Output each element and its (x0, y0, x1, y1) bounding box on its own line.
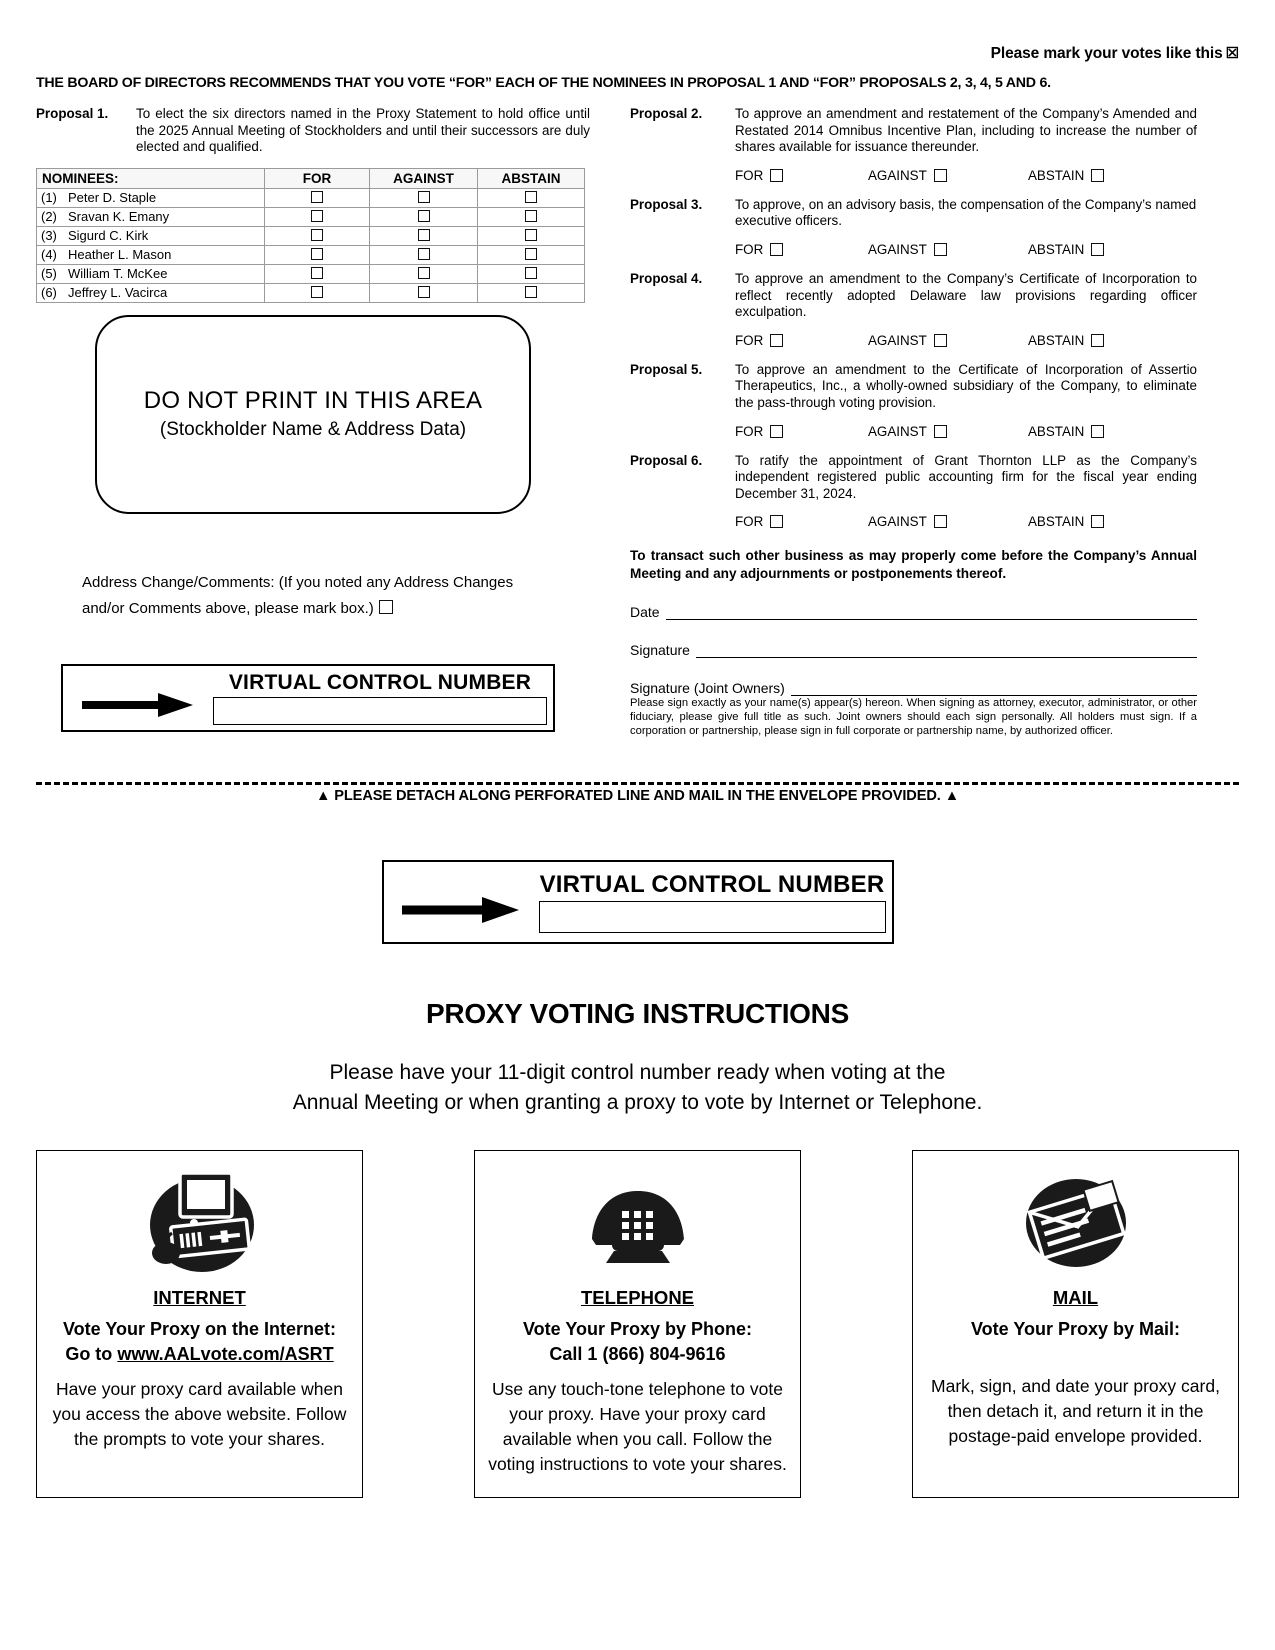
mail-subtitle (971, 1317, 1180, 1342)
abstain-label: ABSTAIN (1028, 514, 1085, 530)
against-label: AGAINST (868, 423, 927, 439)
nominee-index: (3) (41, 228, 57, 244)
table-row (37, 226, 585, 245)
proxy-voting-instructions-subtitle (36, 1058, 1239, 1118)
proposal-4-for-option[interactable] (735, 333, 868, 348)
nominees-table (36, 168, 585, 303)
nominee-name-cell (37, 264, 265, 283)
against-label: AGAINST (868, 241, 927, 257)
nominee-5-against-cell[interactable] (370, 264, 478, 283)
nominee-3-abstain-cell[interactable] (478, 226, 585, 245)
checkbox-icon[interactable] (418, 248, 430, 260)
virtual-control-number-title: VIRTUAL CONTROL NUMBER (228, 670, 532, 694)
for-label: FOR (735, 167, 764, 183)
nominee-1-abstain-cell[interactable] (478, 188, 585, 207)
for-column-header: FOR (265, 168, 370, 188)
checkbox-icon[interactable] (1091, 334, 1104, 347)
proposal-3-abstain-option[interactable] (1028, 242, 1104, 257)
mail-sub-line1: Vote Your Proxy by Mail: (970, 1319, 1181, 1339)
proposal-2-vote-options (735, 168, 1197, 183)
subtitle-line1: Please have your 11-digit control number ready when voting at the (329, 1061, 946, 1084)
checkbox-icon[interactable] (934, 243, 947, 256)
voting-method-mail (912, 1150, 1239, 1498)
proposal-6-for-option[interactable] (735, 514, 868, 529)
virtual-control-number-title: VIRTUAL CONTROL NUMBER (539, 871, 885, 898)
right-arrow-icon (82, 692, 194, 718)
voting-method-internet (36, 1150, 363, 1498)
against-label: AGAINST (868, 514, 927, 530)
mail-heading: MAIL (1052, 1287, 1099, 1308)
address-change-block (36, 570, 590, 622)
proposal-5-label: Proposal 5. (630, 361, 703, 377)
subtitle-line2: Annual Meeting or when granting a proxy to vote by Internet or Telephone. (292, 1091, 983, 1114)
table-row (37, 245, 585, 264)
nominee-2-abstain-cell[interactable] (478, 207, 585, 226)
checkbox-icon[interactable] (1091, 515, 1104, 528)
joint-signature-line (630, 680, 1197, 696)
checkbox-icon[interactable] (418, 229, 430, 241)
virtual-control-number-field[interactable] (539, 901, 886, 933)
proposal-1-label: Proposal 1. (36, 106, 109, 121)
vcn-right-top (213, 671, 553, 725)
proposal-3-label: Proposal 3. (630, 196, 703, 212)
nominee-name: Heather L. Mason (68, 247, 172, 263)
telephone-heading: TELEPHONE (580, 1287, 695, 1308)
mark-votes-text: Please mark your votes like this (990, 45, 1223, 62)
virtual-control-number-field[interactable] (213, 697, 547, 725)
nominee-5-for-cell[interactable] (265, 264, 370, 283)
date-input[interactable] (666, 605, 1197, 620)
nominee-name-cell (37, 207, 265, 226)
checkbox-icon[interactable] (770, 334, 783, 347)
checkbox-icon[interactable] (311, 248, 323, 260)
telephone-subtitle (523, 1317, 752, 1367)
nominees-header-row (37, 168, 585, 188)
against-column-header: AGAINST (370, 168, 478, 188)
proposal-3-row (630, 197, 1197, 230)
nominee-5-abstain-cell[interactable] (478, 264, 585, 283)
detach-instruction: ▲ PLEASE DETACH ALONG PERFORATED LINE AND MAIL IN THE ENVELOPE PROVIDED. ▲ (315, 788, 960, 804)
voting-method-telephone (474, 1150, 801, 1498)
table-row (37, 207, 585, 226)
proposal-1-text: To elect the six directors named in the Proxy Statement to hold office until the 2025 Annual Meeting of Stockholders and until their successors are duly elected and qualified. (136, 106, 590, 155)
nominee-2-for-cell[interactable] (265, 207, 370, 226)
signature-fine-print: Please sign exactly as your name(s) appear(s) hereon. When signing as attorney, executor, administrator, or other fiduciary, please give full title as such. Joint owners should each sign personally. All holders must sign. If a corporation or partnership, please sign in full corporate or partnership name, by authorized officer. (630, 697, 1197, 737)
checkbox-icon[interactable] (311, 210, 323, 222)
proposal-5-for-option[interactable] (735, 424, 868, 439)
do-not-print-area (95, 315, 531, 514)
nominee-6-for-cell[interactable] (265, 283, 370, 302)
nominee-index: (4) (41, 247, 57, 263)
checkbox-icon[interactable] (311, 286, 323, 298)
checkbox-icon[interactable] (418, 191, 430, 203)
proposal-5-vote-options (735, 424, 1197, 439)
checkbox-icon[interactable] (934, 334, 947, 347)
checkbox-icon[interactable] (770, 515, 783, 528)
signature-input[interactable] (696, 643, 1197, 658)
mark-votes-instruction (36, 0, 1239, 63)
abstain-label: ABSTAIN (1028, 423, 1085, 439)
checkbox-icon[interactable] (311, 191, 323, 203)
checkbox-icon[interactable] (934, 169, 947, 182)
left-column (36, 106, 590, 738)
nominee-4-for-cell[interactable] (265, 245, 370, 264)
checkbox-icon[interactable] (934, 425, 947, 438)
proposal-2-against-option[interactable] (868, 168, 1028, 183)
nominee-name-cell (37, 283, 265, 302)
address-change-line2: and/or Comments above, please mark box.) (82, 599, 374, 617)
internet-sub-line1: Vote Your Proxy on the Internet: (62, 1319, 337, 1339)
vcn-bottom-wrapper (36, 860, 1239, 944)
checked-box-icon: ☒ (1225, 45, 1239, 62)
for-label: FOR (735, 514, 764, 530)
internet-voting-url[interactable]: www.AALvote.com/ASRT (117, 1344, 334, 1364)
transact-other-business-text: To transact such other business as may properly come before the Company’s Annual Meeting and any adjournments or postponements thereof. (630, 548, 1197, 581)
envelope-icon (1012, 1167, 1140, 1279)
joint-signature-label: Signature (Joint Owners) (630, 680, 785, 697)
nominee-index: (6) (41, 285, 57, 301)
nominee-name: Peter D. Staple (68, 190, 157, 206)
proposal-6-vote-options (735, 514, 1197, 529)
proposal-3-vote-options (735, 242, 1197, 257)
proposal-4-vote-options (735, 333, 1197, 348)
virtual-control-number-box-bottom (382, 860, 894, 944)
do-not-print-line1: DO NOT PRINT IN THIS AREA (143, 387, 483, 415)
lower-section (36, 860, 1239, 1498)
computer-icon-wrap (136, 1165, 264, 1281)
checkbox-icon[interactable] (525, 229, 537, 241)
checkbox-icon[interactable] (1091, 243, 1104, 256)
proposal-5-text: To approve an amendment to the Certificate of Incorporation of Assertio Therapeutics, Inc., a wholly-owned subsidiary of the Company, to eliminate the pass-through voting provision. (735, 361, 1197, 410)
for-label: FOR (735, 423, 764, 439)
signature-line (630, 642, 1197, 658)
nominees-column-header: NOMINEES: (37, 168, 265, 188)
checkbox-icon[interactable] (770, 169, 783, 182)
for-label: FOR (735, 241, 764, 257)
checkbox-icon[interactable] (525, 267, 537, 279)
proposals-columns (36, 106, 1239, 738)
checkbox-icon[interactable] (1091, 425, 1104, 438)
vcn-right-bottom (539, 871, 892, 933)
checkbox-icon[interactable] (770, 243, 783, 256)
date-label: Date (630, 604, 660, 621)
checkbox-icon[interactable] (525, 191, 537, 203)
right-column (630, 106, 1197, 738)
proposal-3-for-option[interactable] (735, 242, 868, 257)
signature-label: Signature (630, 642, 690, 659)
nominee-name: Sigurd C. Kirk (68, 228, 149, 244)
nominee-index: (1) (41, 190, 57, 206)
checkbox-icon[interactable] (418, 267, 430, 279)
checkbox-icon[interactable] (525, 210, 537, 222)
nominee-name-cell (37, 188, 265, 207)
checkbox-icon[interactable] (1091, 169, 1104, 182)
nominee-name-cell (37, 226, 265, 245)
proposal-6-label: Proposal 6. (630, 452, 703, 468)
nominee-2-against-cell[interactable] (370, 207, 478, 226)
proposal-2-text: To approve an amendment and restatement of the Company’s Amended and Restated 2014 Omnibus Incentive Plan, including to increase the number of shares available for issuance thereunder. (735, 106, 1197, 155)
voting-method-boxes (36, 1150, 1239, 1498)
proposal-6-row (630, 453, 1197, 503)
address-change-line1: Address Change/Comments: (If you noted any Address Changes (82, 573, 514, 591)
proposal-6-text: To ratify the appointment of Grant Thornton LLP as the Company’s independent registered public accounting firm for the fiscal year ending December 31, 2024. (735, 452, 1197, 501)
nominee-index: (5) (41, 266, 57, 282)
checkbox-icon[interactable] (770, 425, 783, 438)
proposal-3-text: To approve, on an advisory basis, the compensation of the Company’s named executive officers. (735, 196, 1197, 229)
internet-subtitle (63, 1317, 336, 1367)
proposal-5-abstain-option[interactable] (1028, 424, 1104, 439)
board-recommendation: THE BOARD OF DIRECTORS RECOMMENDS THAT YOU VOTE “FOR” EACH OF THE NOMINEES IN PROPOSAL 1 AND “FOR” PROPOSALS 2, 3, 4, 5 AND 6. (36, 75, 1051, 91)
nominee-1-against-cell[interactable] (370, 188, 478, 207)
address-change-line2-wrap (82, 596, 590, 622)
checkbox-icon[interactable] (311, 229, 323, 241)
abstain-label: ABSTAIN (1028, 332, 1085, 348)
date-line (630, 604, 1197, 620)
column-gap (590, 106, 630, 738)
nominee-6-against-cell[interactable] (370, 283, 478, 302)
proposal-4-text: To approve an amendment to the Company’s Certificate of Incorporation to reflect recently adopted Delaware law provisions regarding officer exculpation. (735, 270, 1197, 320)
proposal-2-label: Proposal 2. (630, 106, 703, 121)
checkbox-icon[interactable] (934, 515, 947, 528)
computer-icon (136, 1167, 264, 1279)
right-arrow-icon (402, 896, 520, 924)
table-row (37, 283, 585, 302)
proposal-6-abstain-option[interactable] (1028, 514, 1104, 529)
proposal-5-row (630, 362, 1197, 412)
checkbox-icon[interactable] (525, 248, 537, 260)
nominee-6-abstain-cell[interactable] (478, 283, 585, 302)
checkbox-icon[interactable] (525, 286, 537, 298)
perforated-line (36, 782, 1239, 785)
nominee-3-against-cell[interactable] (370, 226, 478, 245)
internet-body-text: Have your proxy card available when you access the above website. Follow the prompts to vote your shares. (52, 1379, 347, 1449)
arrow-icon-wrap (384, 880, 539, 924)
proposal-4-row (630, 271, 1197, 321)
nominee-name: William T. McKee (68, 266, 168, 282)
nominee-4-abstain-cell[interactable] (478, 245, 585, 264)
abstain-label: ABSTAIN (1028, 241, 1085, 257)
arrow-icon-wrap (63, 678, 213, 718)
table-row (37, 188, 585, 207)
do-not-print-line2: (Stockholder Name & Address Data) (159, 419, 467, 441)
proposal-5-against-option[interactable] (868, 424, 1028, 439)
proposal-3-against-option[interactable] (868, 242, 1028, 257)
table-row (37, 264, 585, 283)
proposal-2-row (630, 106, 1197, 156)
envelope-icon-wrap (1012, 1165, 1140, 1281)
proposal-1-row (36, 106, 590, 156)
joint-signature-input[interactable] (791, 681, 1197, 696)
proposal-4-label: Proposal 4. (630, 270, 703, 286)
nominee-name: Sravan K. Emany (68, 209, 170, 225)
internet-sub-line2 (63, 1342, 336, 1367)
nominee-1-for-cell[interactable] (265, 188, 370, 207)
proposal-2-for-option[interactable] (735, 168, 868, 183)
for-label: FOR (735, 332, 764, 348)
against-label: AGAINST (868, 167, 927, 183)
proposal-2-abstain-option[interactable] (1028, 168, 1104, 183)
mail-body-text: Mark, sign, and date your proxy card, then detach it, and return it in the postage-paid envelope provided. (931, 1376, 1220, 1446)
telephone-sub-line1: Vote Your Proxy by Phone: (522, 1319, 753, 1339)
telephone-phone-number[interactable]: Call 1 (866) 804-9616 (549, 1344, 726, 1364)
nominee-index: (2) (41, 209, 57, 225)
proposal-4-against-option[interactable] (868, 333, 1028, 348)
nominee-4-against-cell[interactable] (370, 245, 478, 264)
checkbox-icon[interactable] (311, 267, 323, 279)
telephone-icon (574, 1167, 702, 1279)
telephone-body-text: Use any touch-tone telephone to vote your proxy. Have your proxy card available when you call. Follow the voting instructions to vote your shares. (488, 1379, 787, 1474)
abstain-column-header: ABSTAIN (478, 168, 585, 188)
checkbox-icon[interactable] (418, 286, 430, 298)
proxy-voting-instructions-title: PROXY VOTING INSTRUCTIONS (426, 998, 849, 1029)
nominee-name-cell (37, 245, 265, 264)
telephone-icon-wrap (574, 1165, 702, 1281)
abstain-label: ABSTAIN (1028, 167, 1085, 183)
virtual-control-number-box-top (61, 664, 555, 732)
proposal-6-against-option[interactable] (868, 514, 1028, 529)
internet-heading: INTERNET (153, 1287, 246, 1308)
nominee-3-for-cell[interactable] (265, 226, 370, 245)
goto-prefix: Go to (65, 1344, 118, 1364)
nominee-name: Jeffrey L. Vacirca (68, 285, 168, 301)
address-change-checkbox-icon[interactable] (379, 600, 393, 614)
against-label: AGAINST (868, 332, 927, 348)
checkbox-icon[interactable] (418, 210, 430, 222)
do-not-print-wrapper (36, 315, 590, 514)
proposal-4-abstain-option[interactable] (1028, 333, 1104, 348)
